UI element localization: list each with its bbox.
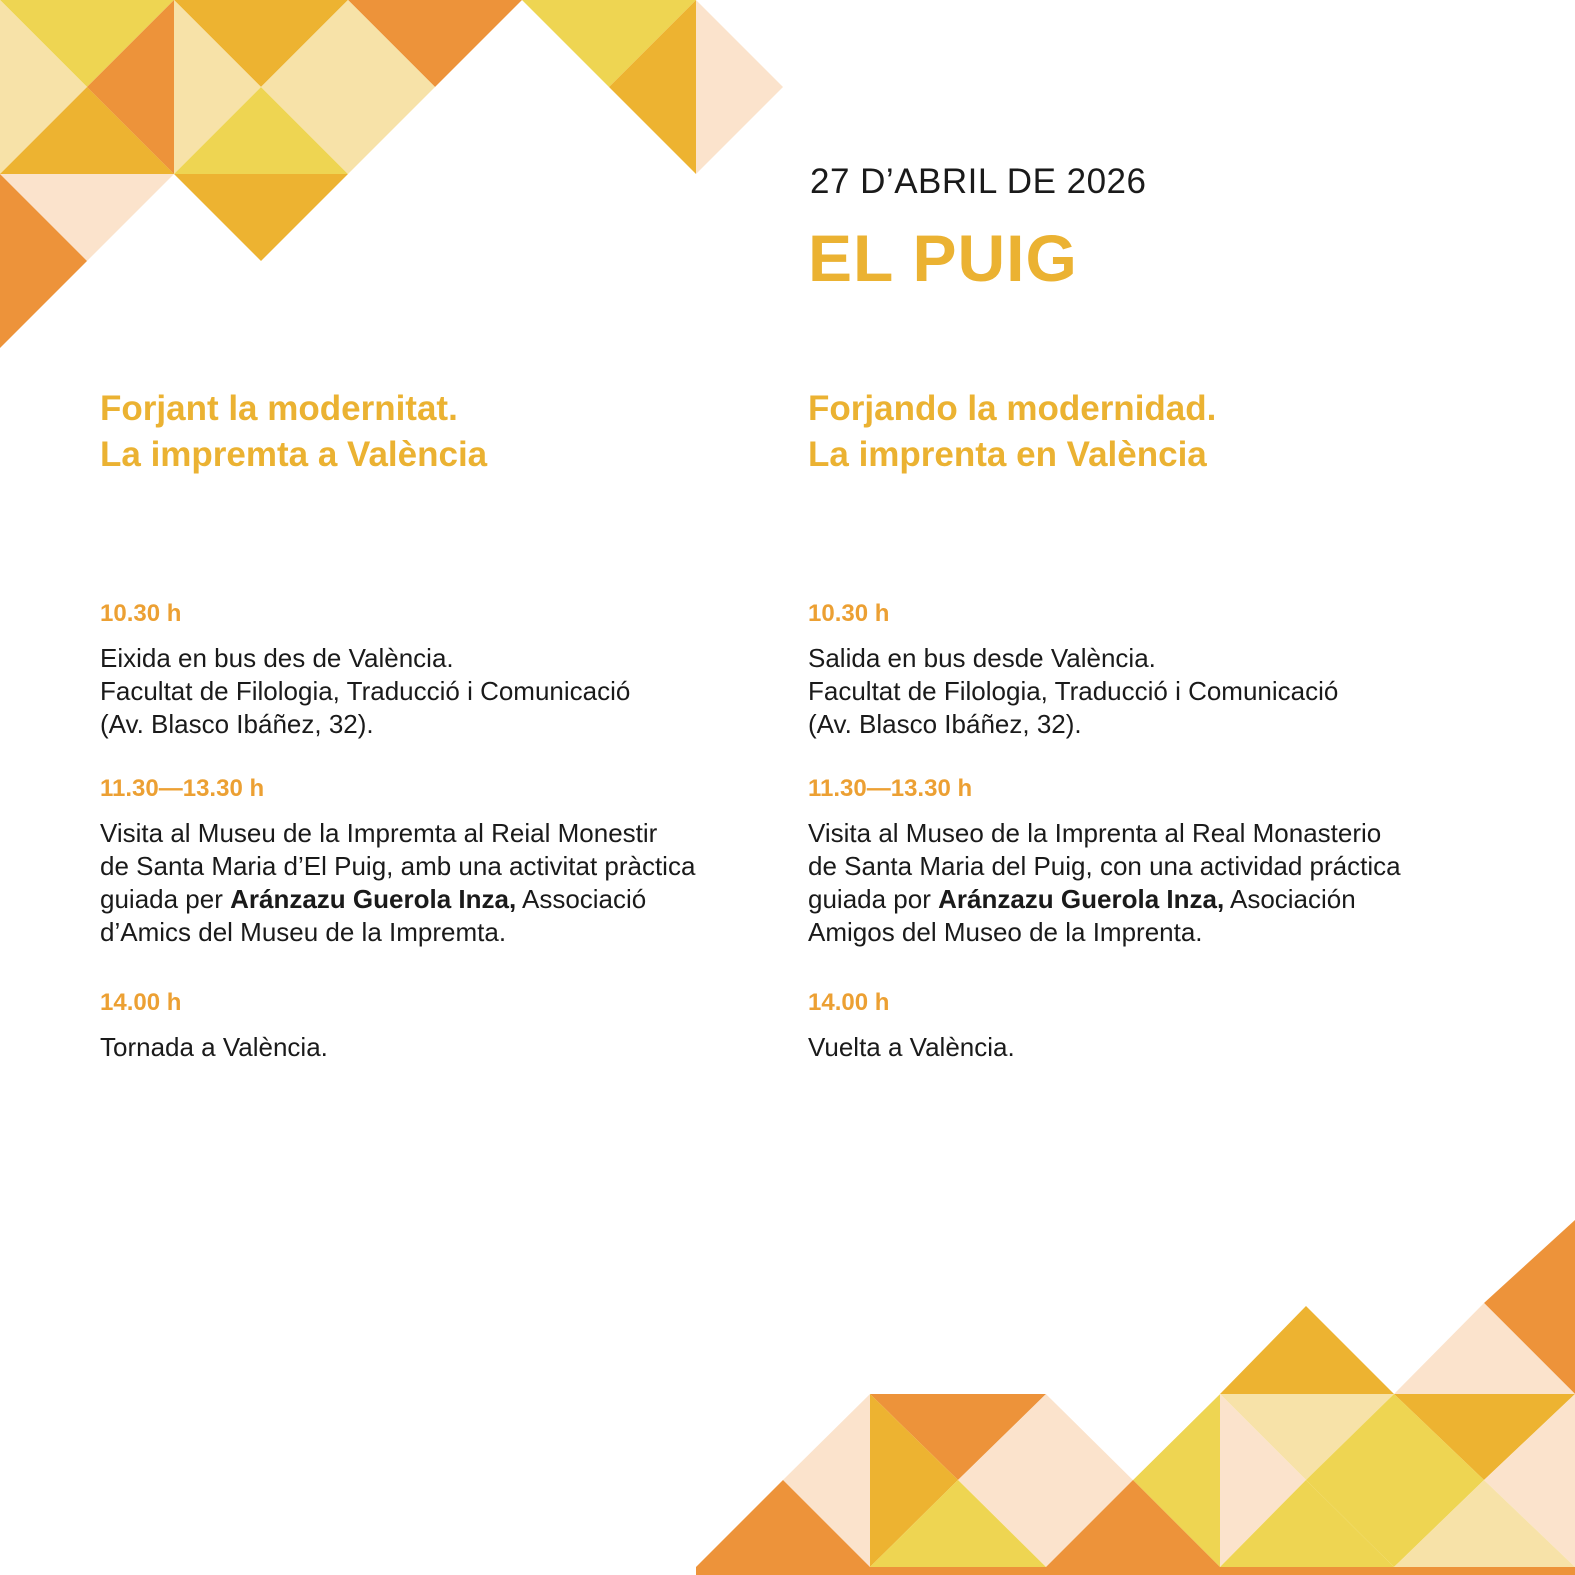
spanish-slot-return (808, 989, 1488, 1064)
guide-name: Aránzazu Guerola Inza, (230, 884, 517, 914)
slot-description (808, 817, 1488, 949)
catalan-title-line2: La impremta a València (100, 435, 488, 474)
desc-text: guiada por (808, 884, 939, 914)
desc-line: Eixida en bus des de València. (100, 643, 454, 673)
slot-description (808, 1031, 1488, 1064)
slot-description (100, 817, 780, 949)
spanish-title-line2: La imprenta en València (808, 435, 1207, 474)
event-place: EL PUIG (808, 221, 1078, 295)
spanish-column (808, 386, 1488, 1062)
catalan-slot-visit (100, 775, 780, 949)
top-left-pattern (0, 0, 783, 348)
catalan-column (100, 386, 780, 1062)
slot-time: 14.00 h (100, 989, 182, 1016)
slot-time: 11.30—13.30 h (100, 775, 265, 802)
slot-description (100, 1031, 780, 1064)
desc-text: Asociación (1224, 884, 1356, 914)
slot-time: 10.30 h (100, 600, 182, 627)
desc-line: (Av. Blasco Ibáñez, 32). (808, 709, 1082, 739)
desc-line: Facultat de Filologia, Traducció i Comunicació (100, 676, 631, 706)
slot-time: 10.30 h (808, 600, 890, 627)
desc-line: Tornada a València. (100, 1032, 328, 1062)
bottom-right-pattern (696, 1220, 1575, 1575)
catalan-slot-return (100, 989, 780, 1064)
spanish-title (808, 386, 1488, 478)
desc-text: Associació (516, 884, 647, 914)
catalan-slot-departure (100, 600, 780, 741)
desc-line: Salida en bus desde València. (808, 643, 1156, 673)
slot-time: 14.00 h (808, 989, 890, 1016)
spanish-slot-departure (808, 600, 1488, 741)
desc-line: de Santa Maria d’El Puig, amb una activitat pràctica (100, 851, 696, 881)
spanish-title-line1: Forjando la modernidad. (808, 389, 1217, 428)
desc-line: Facultat de Filologia, Traducció i Comunicació (808, 676, 1339, 706)
desc-line (100, 883, 780, 916)
desc-line: Visita al Museu de la Impremta al Reial Monestir (100, 818, 658, 848)
guide-name: Aránzazu Guerola Inza, (938, 884, 1225, 914)
desc-line: (Av. Blasco Ibáñez, 32). (100, 709, 374, 739)
desc-line (808, 883, 1488, 916)
catalan-title-line1: Forjant la modernitat. (100, 389, 458, 428)
desc-line: de Santa Maria del Puig, con una actividad práctica (808, 851, 1401, 881)
catalan-title (100, 386, 780, 478)
desc-text: guiada per (100, 884, 231, 914)
spanish-slot-visit (808, 775, 1488, 949)
slot-description (808, 642, 1488, 741)
desc-line: Amigos del Museo de la Imprenta. (808, 917, 1203, 947)
desc-line: d’Amics del Museu de la Impremta. (100, 917, 507, 947)
desc-line: Visita al Museo de la Imprenta al Real Monasterio (808, 818, 1382, 848)
event-date: 27 D’ABRIL DE 2026 (810, 162, 1147, 201)
slot-time: 11.30—13.30 h (808, 775, 973, 802)
desc-line: Vuelta a València. (808, 1032, 1015, 1062)
slot-description (100, 642, 780, 741)
